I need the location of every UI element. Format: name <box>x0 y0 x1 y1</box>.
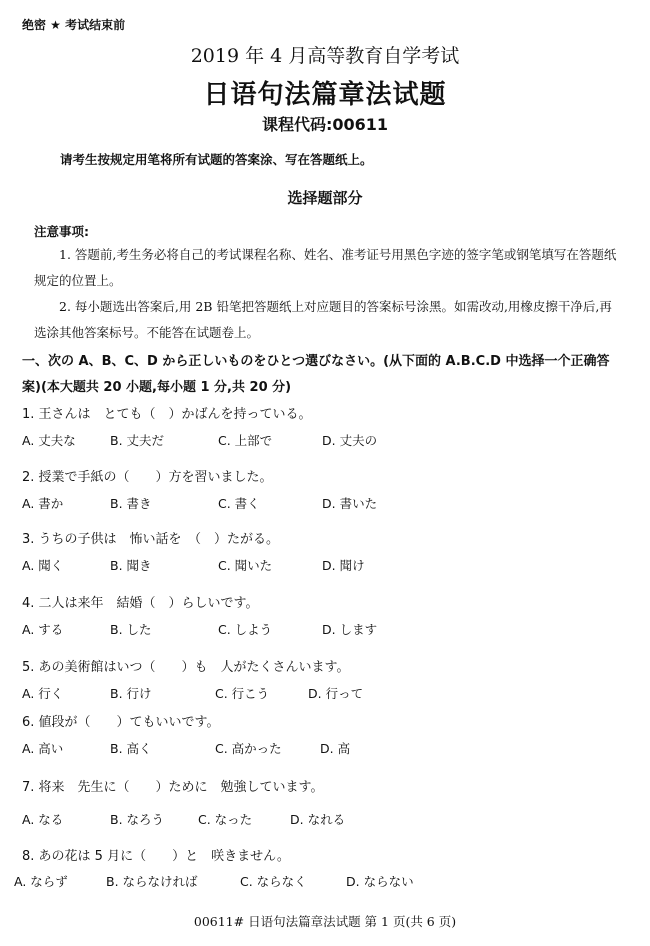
course-code: 课程代码:00611 <box>261 115 389 134</box>
question-stem: 1. 王さんは とても（ ）かばんを持っている。 <box>22 407 312 422</box>
question-option: C. 高かった <box>215 741 282 756</box>
question-stem: 4. 二人は来年 結婚（ ）らしいです。 <box>22 596 259 611</box>
section-heading: 选择题部分 <box>287 189 363 207</box>
question-option: B. 行け <box>110 686 152 701</box>
exam-year-title: 2019 年 4 月高等教育自学考试 <box>190 45 460 67</box>
question-stem: 6. 値段が（ ）てもいいです。 <box>22 715 220 730</box>
question-option: C. しよう <box>218 622 273 637</box>
question-option: A. 聞く <box>22 558 64 573</box>
question-option: B. ならなければ <box>106 874 198 889</box>
question-option: D. 書いた <box>322 496 378 511</box>
question-stem: 5. あの美術館はいつ（ ）も 人がたくさんいます。 <box>22 660 350 675</box>
question-option: A. なる <box>22 812 64 827</box>
exam-title: 日语句法篇章法试题 <box>203 80 447 110</box>
question-option: D. します <box>322 622 378 637</box>
question-option: D. 聞け <box>322 558 365 573</box>
question-option: A. 丈夫な <box>22 433 76 448</box>
question-stem: 2. 授業で手紙の（ ）方を習いました。 <box>22 470 273 485</box>
part-1-title: 一、次の A、B、C、D から正しいものをひとつ選びなさい。(从下面的 A.B.C.D 中选择一个正确答案)(本大题共 20 小题,每小题 1 分,共 20 分) <box>22 354 610 395</box>
question-stem: 8. あの花は 5 月に（ ）と 咲きません。 <box>22 849 290 864</box>
question-option: B. した <box>110 622 152 637</box>
question-option: B. 丈夫だ <box>110 433 165 448</box>
question-option: C. 聞いた <box>218 558 273 573</box>
notes-title: 注意事项: <box>34 224 89 239</box>
question-option: D. ならない <box>346 874 414 889</box>
question-option: A. ならず <box>14 874 68 889</box>
question-option: B. なろう <box>110 812 165 827</box>
question-option: A. 高い <box>22 741 64 756</box>
question-option: A. 書か <box>22 496 64 511</box>
question-option: D. 行って <box>308 686 364 701</box>
question-option: C. 書く <box>218 496 260 511</box>
question-option: D. なれる <box>290 812 346 827</box>
question-option: B. 高く <box>110 741 152 756</box>
question-option: D. 丈夫の <box>322 433 378 448</box>
question-option: B. 聞き <box>110 558 152 573</box>
note-item: 2. 每小题选出答案后,用 2B 铅笔把答题纸上对应题目的答案标号涂黑。如需改动,用橡皮擦干净后,再选涂其他答案标号。不能答在试题卷上。 <box>34 299 612 340</box>
question-option: C. なった <box>198 812 253 827</box>
answer-instruction: 请考生按规定用笔将所有试题的答案涂、写在答题纸上。 <box>60 152 373 167</box>
question-stem: 7. 将来 先生に（ ）ために 勉強しています。 <box>22 780 324 795</box>
question-option: A. する <box>22 622 64 637</box>
note-item: 1. 答题前,考生务必将自己的考试课程名称、姓名、准考证号用黑色字迹的签字笔或钢笔填写在答题纸规定的位置上。 <box>34 247 617 288</box>
question-option: B. 書き <box>110 496 152 511</box>
question-option: D. 高 <box>320 741 351 756</box>
question-option: C. 行こう <box>215 686 270 701</box>
question-stem: 3. うちの子供は 怖い話を （ ）たがる。 <box>22 532 280 547</box>
page-footer: 00611# 日语句法篇章法试题 第 1 页(共 6 页) <box>193 914 457 929</box>
question-option: C. 上部で <box>218 433 273 448</box>
question-option: C. ならなく <box>240 874 307 889</box>
question-option: A. 行く <box>22 686 64 701</box>
confidential-label: 绝密 ★ 考试结束前 <box>22 18 126 32</box>
